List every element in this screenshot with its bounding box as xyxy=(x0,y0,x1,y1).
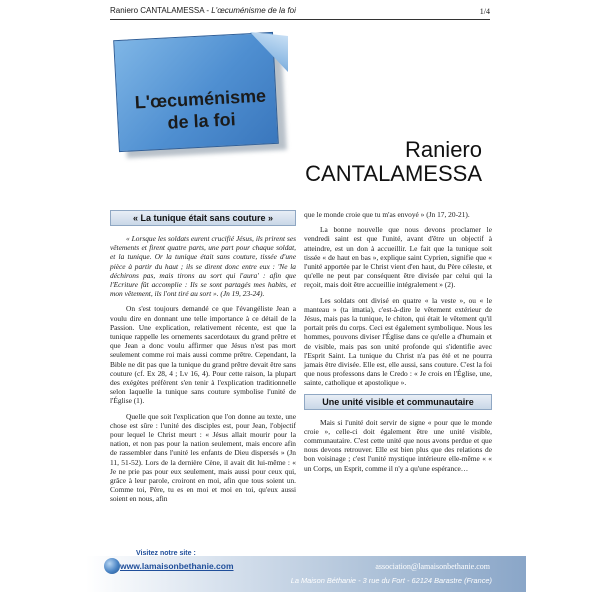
paragraph-bonne-nouvelle: La bonne nouvelle que nous devons proclamer le vendredi saint est que l'unité, avant d'être un objectif à atteindre, est un don à accueillir. Le fait que la tunique soit tissée « de haut en bas », explique saint Cyprien, signifie que « l'unité apportée par le Christ vient d'en haut, du Père céleste, et qu'elle ne peut par conséquent être divisée par celui qui la reçoit, mais doit être accueillie intégralement » (2). xyxy=(304,225,492,290)
header-separator: - xyxy=(204,6,212,15)
author-block xyxy=(305,138,482,186)
paragraph-unite-visible: Mais si l'unité doit servir de signe « pour que le monde croie », celle-ci doit également être une unité visible, communautaire. C'est cette unité que nous avons perdue et que nous devons retrouver. Elle est bien plus que des relations de bon voisinage ; c'est l'unité mystique intérieure elle-même « « un Corps, un Esprit, comme il n'y a qu'une espérance… xyxy=(304,417,492,473)
page-footer xyxy=(0,548,600,600)
footer-address: La Maison Béthanie - 3 rue du Fort - 62124 Barastre (France) xyxy=(290,576,492,585)
author-last-name: CANTALAMESSA xyxy=(305,161,482,186)
column-left xyxy=(110,210,296,510)
paragraph-explication: On s'est toujours demandé ce que l'évangéliste Jean a voulu dire en donnant une telle importance à ce détail de la Passion. Une explication, relativement récente, est que la tunique rappelle les ornements sacerdotaux du grand prêtre et que Jean a donc voulu affirmer que Jésus n'est pas mort seulement comme roi mais aussi comme prêtre. Cependant, la Bible ne dit pas que la tunique du grand prêtre devait être sans couture (cf. Ex 28, 4 ; Lv 16, 4). Pour cette raison, la plupart des exégètes préfèrent s'en tenir à l'explication traditionnelle selon laquelle la tunique sans couture symbolise l'unité de l'Église (1). xyxy=(110,304,296,406)
footer-site-link[interactable]: www.lamaisonbethanie.com xyxy=(120,561,234,571)
page-number: 1/4 xyxy=(479,7,490,16)
badge-title-line2: de la foi xyxy=(167,109,237,133)
footer-email-link[interactable]: association@lamaisonbethanie.com xyxy=(375,562,490,571)
badge-title-line1: L'œcuménisme xyxy=(134,85,267,113)
section-heading-unite-visible: Une unité visible et communautaire xyxy=(304,394,492,410)
column-right xyxy=(304,210,492,479)
paragraph-unite-disciples: Quelle que soit l'explication que l'on donne au texte, une chose est sûre : l'unité des disciples est, pour Jean, l'objectif pour lequel le Christ meurt : « Jésus allait mourir pour la nation, et non pas pour la nation seulement, mais encore afin de rassembler dans l'unité les enfants de Dieu dispersés » (Jn 11, 51-52). Lors de la dernière Cène, il avait dit lui-même : « Je ne prie pas pour eux seulement, mais aussi pour ceux qui, grâce à leur parole, croiront en moi, afin que tous soient un. Comme toi, Père, tu es en moi et moi en toi, qu'eux aussi soient en nous, afin xyxy=(110,411,296,504)
section-heading-tunique: « La tunique était sans couture » xyxy=(110,210,296,226)
globe-icon xyxy=(104,558,120,574)
footer-visit-label: Visitez notre site : xyxy=(136,550,196,557)
badge-title xyxy=(125,84,277,136)
header-title: L'œcuménisme de la foi xyxy=(211,6,296,15)
page-header xyxy=(110,6,490,20)
paragraph-quote-jn19: « Lorsque les soldats eurent crucifié Jésus, ils prirent ses vêtements et firent quatre parts, une part pour chaque soldat, et la tunique. Or la tunique était sans couture, tissée d'une pièce à partir du haut ; ils se dirent donc entre eux : 'Ne la déchirons pas, mais tirons au sort qui l'aura' : afin que l'Ecriture fût accomplie : Ils se sont partagés mes habits, et mon vêtement, ils l'ont tiré au sort ». (Jn 19, 23-24). xyxy=(110,234,296,299)
paragraph-jn17-end: que le monde croie que tu m'as envoyé » (Jn 17, 20-21). xyxy=(304,210,470,219)
author-first-name: Raniero xyxy=(404,137,482,162)
header-author: Raniero CANTALAMESSA xyxy=(110,6,205,15)
paragraph-soldats: Les soldats ont divisé en quatre « la veste », ou « le manteau » (ta imatia), c'est-à-dire le vêtement extérieur de Jésus, mais pas la tunique, le chiton, qui était le vêtement qu'il portait près du corps. Ceci est également symbolique. Nous les hommes, pouvons diviser l'Église dans ce qu'elle a d'humain et de visible, mais pas son unité profonde qui s'identifie avec l'Esprit Saint. La tunique du Christ n'a pas été et ne pourra jamais être divisée. Elle est, elle aussi, sans couture. C'est la foi que nous professons dans le Credo : « Je crois en l'Église, une, sainte, catholique et apostolique ». xyxy=(304,295,492,388)
title-badge xyxy=(110,32,290,166)
